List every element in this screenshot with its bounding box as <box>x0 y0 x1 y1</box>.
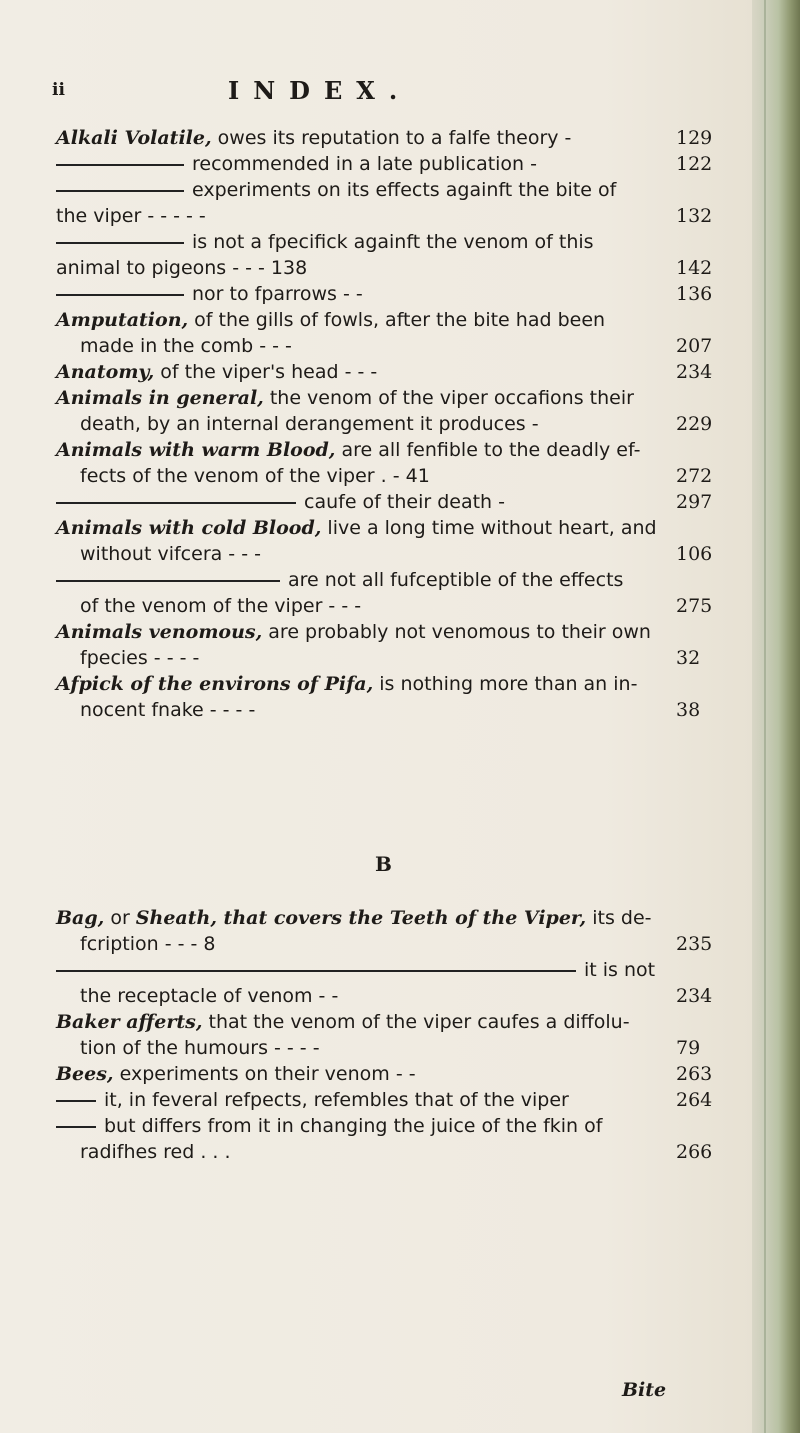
entry-head: Animals in general, <box>56 387 264 409</box>
index-line <box>56 152 537 176</box>
entry-head: Sheath, that covers the Teeth of the Viper, <box>135 907 587 929</box>
entry-text: are all fenfible to the deadly ef- <box>335 439 641 461</box>
page-ref: 79 <box>676 1037 701 1059</box>
entry-text: the venom of the viper occafions their <box>263 387 634 409</box>
index-line <box>80 1036 320 1060</box>
entry-text: live a long time without heart, and <box>321 517 657 539</box>
page-ref: 272 <box>676 465 713 487</box>
page-ref: 264 <box>676 1089 713 1111</box>
entry-text: experiments on their venom - - <box>113 1063 416 1085</box>
entry-text: the viper - - - - - <box>56 205 206 227</box>
index-line <box>56 516 657 540</box>
entry-text: of the venom of the viper - - - <box>80 595 362 617</box>
index-line <box>56 178 616 202</box>
entry-text: is not a fpecifick againft the venom of this <box>192 231 594 253</box>
entry-text: are not all fufceptible of the effects <box>288 569 624 591</box>
entry-text: tion of the humours - - - - <box>80 1037 320 1059</box>
entry-text: fcription - - - 8 <box>80 933 216 955</box>
entry-text: owes its reputation to a falfe theory - <box>211 127 572 149</box>
entry-head: Afpick of the environs of Pifa, <box>56 673 374 695</box>
ditto-dash <box>56 1100 96 1102</box>
index-line <box>56 386 634 410</box>
entry-text: death, by an internal derangement it produces - <box>80 413 539 435</box>
index-line <box>56 490 505 514</box>
index-line <box>80 594 361 618</box>
entry-head: Bag, <box>56 907 105 929</box>
index-line <box>56 360 377 384</box>
page-ref: 32 <box>676 647 701 669</box>
page-ref: 207 <box>676 335 713 357</box>
entry-text: or <box>104 907 136 929</box>
index-line <box>56 620 651 644</box>
entry-text: animal to pigeons - - - 138 <box>56 257 308 279</box>
entry-text: its de- <box>586 907 652 929</box>
index-line <box>80 334 292 358</box>
entry-text: caufe of their death - <box>304 491 505 513</box>
entry-text: radifhes red . . . <box>80 1141 231 1163</box>
running-head: INDEX. <box>228 76 412 105</box>
ditto-dash <box>56 1126 96 1128</box>
index-line <box>56 308 605 332</box>
ditto-dash <box>56 502 296 504</box>
ditto-dash <box>56 970 576 972</box>
ditto-dash <box>56 580 280 582</box>
index-line <box>56 906 651 930</box>
entry-text: it is not <box>584 959 656 981</box>
entry-text: recommended in a late publication - <box>192 153 537 175</box>
index-line <box>80 698 255 722</box>
index-line <box>80 984 338 1008</box>
page-edge-line <box>764 0 766 1433</box>
index-line <box>56 126 571 150</box>
entry-head: Baker afferts, <box>56 1011 203 1033</box>
page-ref: 136 <box>676 283 713 305</box>
entry-head: Animals with cold Blood, <box>56 517 322 539</box>
entry-text: are probably not venomous to their own <box>262 621 651 643</box>
entry-text: but differs from it in changing the juice of the fkin of <box>104 1115 603 1137</box>
entry-text: of the viper's head - - - <box>154 361 378 383</box>
entry-text: fpecies - - - - <box>80 647 200 669</box>
ditto-dash <box>56 242 184 244</box>
entry-text: nocent fnake - - - - <box>80 699 256 721</box>
page-ref: 297 <box>676 491 713 513</box>
index-line <box>80 464 430 488</box>
index-line <box>80 412 539 436</box>
index-line <box>56 958 655 982</box>
index-line <box>80 646 199 670</box>
entry-text: nor to fparrows - - <box>192 283 363 305</box>
entry-text: is nothing more than an in- <box>373 673 638 695</box>
ditto-dash <box>56 164 184 166</box>
section-letter: B <box>375 852 392 876</box>
page-ref: 106 <box>676 543 713 565</box>
page-ref: 229 <box>676 413 713 435</box>
index-line <box>56 438 640 462</box>
entry-head: Animals venomous, <box>56 621 263 643</box>
page-ref: 275 <box>676 595 713 617</box>
index-line <box>56 256 307 280</box>
page-ref: 234 <box>676 361 713 383</box>
page-ref: 132 <box>676 205 713 227</box>
index-line <box>56 568 623 592</box>
page-ref: 263 <box>676 1063 713 1085</box>
entry-text: without vifcera - - - <box>80 543 261 565</box>
index-line <box>56 1114 602 1138</box>
entry-text: of the gills of fowls, after the bite had been <box>188 309 606 331</box>
index-line <box>56 282 363 306</box>
entry-text: made in the comb - - - <box>80 335 292 357</box>
page-ref: 266 <box>676 1141 713 1163</box>
entry-text: that the venom of the viper caufes a diffolu- <box>202 1011 630 1033</box>
entry-text: experiments on its effects againft the bite of <box>192 179 617 201</box>
page-ref: 129 <box>676 127 713 149</box>
entry-text: the receptacle of venom - - <box>80 985 339 1007</box>
index-line <box>56 230 594 254</box>
index-line <box>56 204 206 228</box>
entry-head: Animals with warm Blood, <box>56 439 336 461</box>
entry-text: it, in feveral refpects, refembles that of the viper <box>104 1089 569 1111</box>
entry-text: fects of the venom of the viper . - 41 <box>80 465 430 487</box>
page-ref: 38 <box>676 699 701 721</box>
page-ref: 235 <box>676 933 713 955</box>
entry-head: Bees, <box>56 1063 114 1085</box>
index-line <box>80 1140 231 1164</box>
catchword: Bite <box>622 1379 667 1401</box>
page-header <box>52 76 712 108</box>
page-ref: 234 <box>676 985 713 1007</box>
ditto-dash <box>56 294 184 296</box>
page-ref: 142 <box>676 257 713 279</box>
folio: ii <box>52 80 65 100</box>
entry-head: Alkali Volatile, <box>56 127 212 149</box>
page-edge <box>752 0 800 1433</box>
index-line <box>56 672 637 696</box>
index-line <box>56 1010 630 1034</box>
page-ref: 122 <box>676 153 713 175</box>
index-line <box>56 1062 416 1086</box>
index-line <box>80 542 261 566</box>
ditto-dash <box>56 190 184 192</box>
index-line <box>56 1088 569 1112</box>
entry-head: Anatomy, <box>56 361 155 383</box>
index-line <box>80 932 216 956</box>
entry-head: Amputation, <box>56 309 189 331</box>
